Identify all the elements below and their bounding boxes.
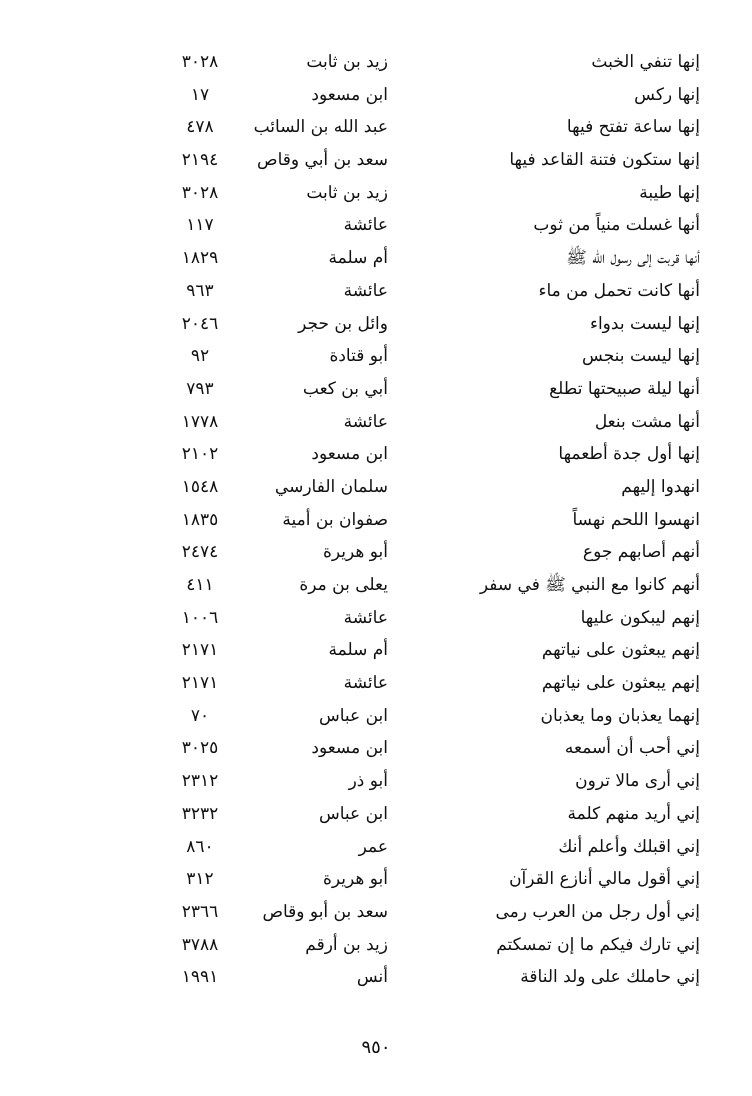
index-row bbox=[150, 112, 700, 145]
page-reference: ١٧٧٨ bbox=[181, 411, 219, 432]
index-row bbox=[150, 930, 700, 963]
index-row bbox=[150, 635, 700, 668]
narrator-name: سعد بن أبو وقاص bbox=[262, 901, 388, 922]
page-reference: ٤٧٨ bbox=[186, 117, 214, 138]
narrator-name: أبو هريرة bbox=[322, 542, 388, 563]
narrator-name: أم سلمة bbox=[328, 248, 388, 269]
narrator-name: زيد بن ثابت bbox=[306, 52, 388, 72]
hadith-text: إنهم ليبكون عليها bbox=[580, 607, 700, 628]
narrator-name: زيد بن أرقم bbox=[305, 934, 388, 955]
index-row bbox=[150, 537, 700, 570]
index-row bbox=[150, 210, 700, 243]
page-reference: ٢٣١٢ bbox=[181, 771, 219, 792]
narrator-name: ابن مسعود bbox=[311, 84, 388, 105]
hadith-text: أنها غسلت منياً من ثوب bbox=[533, 215, 700, 236]
hadith-text: إنها ساعة تفتح فيها bbox=[566, 117, 700, 138]
hadith-text: إني تارك فيكم ما إن تمسكتم bbox=[496, 934, 700, 955]
narrator-name: أبو ذر bbox=[348, 771, 388, 792]
narrator-name: ابن مسعود bbox=[311, 738, 388, 759]
page-reference: ٣١٢ bbox=[186, 869, 214, 890]
index-row bbox=[150, 668, 700, 701]
index-row bbox=[150, 799, 700, 832]
narrator-name: عائشة bbox=[343, 607, 388, 628]
narrator-name: وائل بن حجر bbox=[298, 313, 388, 334]
page-number: ٩٥٠ bbox=[361, 1037, 391, 1058]
page-reference: ١٩٩١ bbox=[181, 967, 219, 988]
hadith-text: أنها كانت تحمل من ماء bbox=[538, 280, 700, 301]
hadith-text: إنهما يعذبان وما يعذبان bbox=[540, 705, 700, 726]
narrator-name: زيد بن ثابت bbox=[306, 182, 388, 203]
index-row bbox=[150, 407, 700, 440]
page-reference: ٧٩٣ bbox=[186, 378, 214, 399]
page-reference: ٢٠٤٦ bbox=[181, 313, 219, 334]
hadith-text: إنهم يبعثون على نياتهم bbox=[541, 640, 700, 661]
index-row bbox=[150, 832, 700, 865]
narrator-name: أبي بن كعب bbox=[302, 378, 388, 399]
page-reference: ١٨٢٩ bbox=[181, 248, 219, 269]
narrator-name: أبو قتادة bbox=[329, 346, 388, 367]
page-reference: ٢٣٦٦ bbox=[181, 901, 219, 922]
narrator-name: عائشة bbox=[343, 280, 388, 301]
index-row bbox=[150, 80, 700, 113]
page-reference: ٣٠٢٨ bbox=[181, 52, 219, 72]
page-reference: ٧٠ bbox=[190, 705, 210, 726]
page-reference: ٢١٠٢ bbox=[181, 444, 219, 465]
index-row bbox=[150, 341, 700, 374]
hadith-index-table bbox=[150, 47, 700, 995]
hadith-text: أنها ليلة صبيحتها تطلع bbox=[549, 378, 700, 399]
narrator-name: عائشة bbox=[343, 411, 388, 432]
hadith-text: إني أول رجل من العرب رمى bbox=[495, 901, 700, 922]
index-row bbox=[150, 864, 700, 897]
hadith-text: إنهم يبعثون على نياتهم bbox=[541, 673, 700, 694]
index-row bbox=[150, 766, 700, 799]
page-reference: ٣٢٣٢ bbox=[181, 803, 219, 824]
hadith-text: إنها ركس bbox=[634, 84, 700, 105]
index-row bbox=[150, 570, 700, 603]
page-reference: ٢١٩٤ bbox=[181, 150, 219, 171]
narrator-name: عائشة bbox=[343, 673, 388, 694]
narrator-name: عائشة bbox=[343, 215, 388, 236]
hadith-text: إنها ليست بدواء bbox=[589, 313, 700, 334]
hadith-text: إنها ستكون فتنة القاعد فيها bbox=[509, 150, 700, 171]
narrator-name: يعلى بن مرة bbox=[299, 575, 388, 595]
hadith-text: إنها أول جدة أطعمها bbox=[558, 444, 700, 465]
hadith-text: أنهم كانوا مع النبي ﷺ في سفر bbox=[479, 575, 700, 595]
narrator-name: صفوان بن أمية bbox=[282, 509, 388, 530]
index-row bbox=[150, 505, 700, 538]
page-reference: ٢١٧١ bbox=[181, 640, 219, 661]
page-reference: ٨٦٠ bbox=[186, 836, 214, 857]
narrator-name: عمر bbox=[358, 836, 388, 857]
page-reference: ٢٤٧٤ bbox=[181, 542, 219, 563]
index-row bbox=[150, 962, 700, 995]
page-reference: ٣٠٢٨ bbox=[181, 182, 219, 203]
page-reference: ٢١٧١ bbox=[181, 673, 219, 694]
page-reference: ١٧ bbox=[190, 84, 210, 105]
narrator-name: ابن عباس bbox=[318, 803, 388, 824]
page-reference: ٤١١ bbox=[186, 575, 214, 595]
hadith-text: إني أحب أن أسمعه bbox=[564, 738, 700, 759]
index-row bbox=[150, 145, 700, 178]
narrator-name: عبد الله بن السائب bbox=[253, 117, 388, 138]
index-row bbox=[150, 309, 700, 342]
hadith-text: إني أقول مالي أنازع القرآن bbox=[509, 869, 700, 890]
page-reference: ١٥٤٨ bbox=[181, 476, 219, 497]
index-row bbox=[150, 178, 700, 211]
index-row bbox=[150, 243, 700, 276]
index-row bbox=[150, 47, 700, 80]
index-row bbox=[150, 701, 700, 734]
index-row bbox=[150, 603, 700, 636]
index-row bbox=[150, 276, 700, 309]
page-reference: ٣٧٨٨ bbox=[181, 934, 219, 955]
page-reference: ١١٧ bbox=[186, 215, 214, 236]
index-row bbox=[150, 733, 700, 766]
hadith-text: إنها ليست بنجس bbox=[582, 346, 700, 367]
hadith-text: أنها قربت إلى رسول الله ﷺ bbox=[566, 248, 700, 269]
narrator-name: أم سلمة bbox=[328, 640, 388, 661]
hadith-text: أنهم أصابهم جوع bbox=[582, 542, 700, 563]
hadith-text: انهسوا اللحم نهساً bbox=[572, 509, 700, 530]
narrator-name: ابن عباس bbox=[318, 705, 388, 726]
hadith-text: انهدوا إليهم bbox=[621, 476, 700, 497]
page-reference: ٣٠٢٥ bbox=[181, 738, 219, 759]
hadith-text: إنها تنفي الخبث bbox=[591, 52, 700, 72]
index-row bbox=[150, 439, 700, 472]
hadith-text: إني اقبلك وأعلم أنك bbox=[558, 836, 700, 857]
narrator-name: سعد بن أبي وقاص bbox=[257, 150, 388, 171]
narrator-name: أنس bbox=[356, 967, 388, 988]
index-row bbox=[150, 472, 700, 505]
index-row bbox=[150, 897, 700, 930]
hadith-text: إني أريد منهم كلمة bbox=[567, 803, 700, 824]
index-row bbox=[150, 374, 700, 407]
hadith-text: أنها مشت بنعل bbox=[594, 411, 700, 432]
page-reference: ٩٦٣ bbox=[186, 280, 214, 301]
page-reference: ١٨٣٥ bbox=[181, 509, 219, 530]
hadith-text: إني حاملك على ولد الناقة bbox=[520, 967, 700, 988]
hadith-text: إنها طيبة bbox=[639, 182, 700, 203]
narrator-name: سلمان الفارسي bbox=[274, 476, 388, 497]
narrator-name: ابن مسعود bbox=[311, 444, 388, 465]
hadith-text: إني أرى مالا ترون bbox=[575, 771, 700, 792]
narrator-name: أبو هريرة bbox=[322, 869, 388, 890]
page-reference: ٩٢ bbox=[190, 346, 210, 367]
page-reference: ١٠٠٦ bbox=[181, 607, 219, 628]
